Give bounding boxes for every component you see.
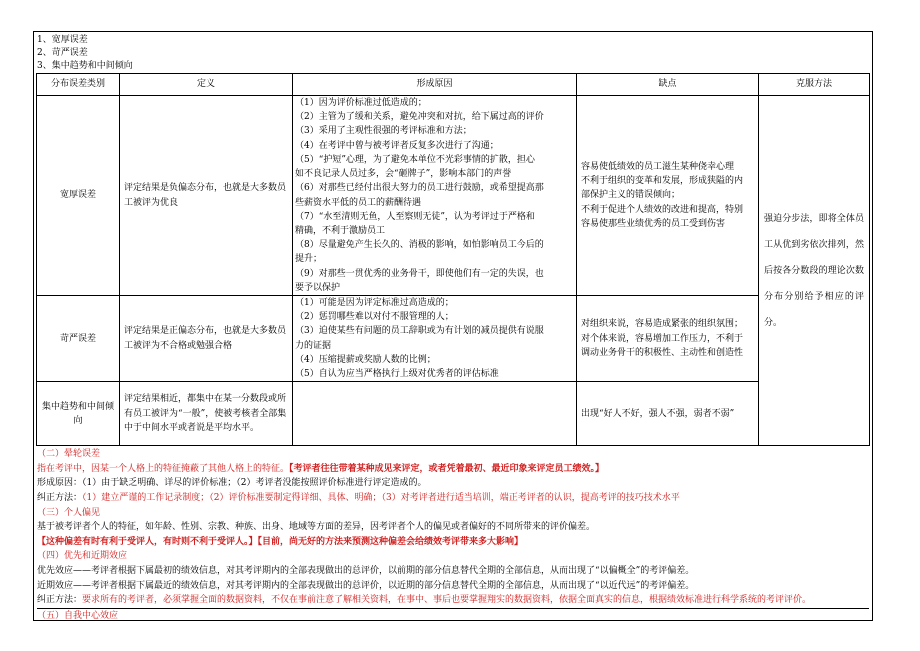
cause-line: （2）惩罚哪些难以对付不服管理的人； (295, 312, 454, 323)
definition-line: 近期效应——考评者根据下属最近的绩效信息，对其考评期内的全部表现做出的总评价，以近期的部分信息替代全期的全部信息，从而出现了“以近代远”的考评偏差。 (37, 580, 695, 591)
notes-section (34, 446, 872, 621)
row-type: 宽厚误差 (37, 96, 120, 296)
drawback-line: 对个体来说，容易增加工作压力，不利于 (581, 333, 744, 344)
definition-line: 基于被考评者个人的特征，如年龄、性别、宗教、种族、出身、地域等方面的差异，因考评者个人的偏见或者偏好的不同所带来的评价偏差。 (37, 522, 596, 533)
header-definition: 定义 (120, 74, 293, 96)
cause-line: （3）迫使某些有问题的员工辞职或为有计划的减员提供有说服 (295, 326, 544, 337)
cause-line: （1）因为评价标准过低造成的； (295, 98, 427, 109)
cause-line: 些薪资水平低的员工的薪酬待遇 (295, 197, 422, 208)
error-table (36, 73, 870, 446)
drawback-line: 不利于促进个人绩效的改进和提高，特别 (581, 204, 744, 215)
remedy-cell: 强迫分步法，即将全体员工从优到劣依次排列，然后按各分数段的理论次数分布分别给予相应的评分。 (759, 96, 870, 446)
definition-text: 指在考评中，因某一个人格上的特征掩蔽了其他人格上的特征。 (37, 463, 290, 474)
emphasis-line: 【这种偏差有时有利于受评人，有时则不利于受评人。】【目前，尚无好的方法来预测这种偏差会给绩效考评带来多大影响】 (37, 536, 524, 547)
cause-line: 提升； (295, 254, 323, 265)
definition-line: 优先效应——考评者根据下属最初的绩效信息，对其考评期内的全部表现做出的总评价，以前期的部分信息替代全期的全部信息，从而出现了“以偏概全”的考评偏差。 (37, 565, 695, 576)
row-type: 集中趋势和中间倾向 (37, 382, 120, 446)
cause-line: 精确，不利于激励员工 (295, 225, 386, 236)
fix-text: （1）建立严谨的工作记录制度；（2）评价标准要制定得详细、具体、明确；（3）对考评者进行适当培训，端正考评者的认识，提高考评的技巧技术水平 (82, 493, 680, 503)
row-definition: 评定结果相近，都集中在某一分数段或所有员工被评为“一般”，使被考核者全部集中于中间水平或者说是平均水平。 (120, 382, 293, 446)
cause-line: 形成原因：（1）由于缺乏明确、详尽的评价标准；（2）考评者没能按照评价标准进行评定造成的。 (37, 478, 427, 489)
header-type: 分布误差类别 (37, 74, 120, 96)
table-row (37, 382, 870, 446)
drawback-line: 对组织来说，容易造成紧张的组织氛围； (581, 319, 744, 330)
fix-line (37, 491, 869, 506)
cause-line: （4）压缩提薪或奖励人数的比例； (295, 354, 436, 365)
fix-label: 纠正方法： (37, 595, 83, 606)
cause-line: 如不良记录人员过多，会“砸牌子”，影响本部门的声誉 (295, 169, 512, 180)
row-causes (293, 296, 577, 382)
cause-line: （1）可能是因为评定标准过高造成的； (295, 298, 454, 308)
row-type: 苛严误差 (37, 296, 120, 382)
drawback-line: 不利于组织的变革和发展，形成狭隘的内 (581, 176, 744, 187)
cause-line: （2）主管为了缓和关系，避免冲突和对抗，给下属过高的评价 (295, 112, 544, 123)
row-definition: 评定结果是正偏态分布，也就是大多数员工被评为不合格或勉强合格 (120, 296, 293, 382)
definition-emphasis: 【考评者往往带着某种成见来评定，或者凭着最初、最近印象来评定员工绩效。】 (289, 463, 605, 474)
cause-line: （4）在考评中曾与被考评者反复多次进行了沟通； (295, 140, 499, 151)
section-title: （五）自我中心效应 (37, 608, 869, 621)
cause-line: （5）“护短”心理，为了避免本单位不光彩事情的扩散，担心 (295, 154, 535, 165)
drawback-line: 部保护主义的错误倾向； (581, 190, 681, 201)
cause-line: （5）自认为应当严格执行上级对优秀者的评估标准 (295, 369, 499, 380)
drawback-line: 容易使低绩效的员工滋生某种侥幸心理 (581, 161, 735, 172)
cause-line: 要予以保护 (295, 282, 341, 293)
cause-line: （7）“水至清则无鱼，人至察则无徒”，认为考评过于严格和 (295, 211, 535, 222)
cause-line: （8）尽量避免产生长久的、消极的影响，如怕影响员工今后的 (295, 240, 544, 251)
drawback-line: 出现“好人不好，强人不强，弱者不弱” (581, 408, 735, 419)
section-title: （三）个人偏见 (37, 507, 101, 518)
section-title: （四）优先和近期效应 (37, 551, 128, 562)
row-definition: 评定结果是负偏态分布，也就是大多数员工被评为优良 (120, 96, 293, 296)
fix-text: 要求所有的考评者，必须掌握全面的数据资料，不仅在事前注意了解相关资料，在事中、事后也要掌握翔实的数据资料，依据全面真实的信息，根据绩效标准进行科学系统的考评评价。 (82, 595, 812, 606)
row-drawbacks (577, 96, 759, 296)
table-row (37, 296, 870, 382)
intro-list (34, 32, 872, 73)
intro-item: 1、宽厚误差 (37, 35, 88, 45)
cause-line: （6）对那些已经付出很大努力的员工进行鼓励，或希望提高那 (295, 183, 544, 194)
row-causes (293, 96, 577, 296)
document-page (33, 31, 873, 621)
row-drawbacks (577, 296, 759, 382)
cause-line: 力的证据 (295, 340, 332, 351)
definition-line (37, 462, 869, 477)
section-title: （二）晕轮误差 (37, 449, 101, 460)
table-row (37, 96, 870, 296)
header-remedy: 克服方法 (759, 74, 870, 96)
table-header-row (37, 74, 870, 96)
fix-line (37, 593, 869, 608)
row-drawbacks (577, 382, 759, 446)
header-drawbacks: 缺点 (577, 74, 759, 96)
cause-line: （9）对那些一贯优秀的业务骨干，即使他们有一定的失误，也 (295, 268, 544, 279)
drawback-line: 调动业务骨干的积极性、主动性和创造性 (581, 347, 744, 358)
intro-item: 3、集中趋势和中间倾向 (37, 61, 133, 71)
fix-label: 纠正方法： (37, 493, 83, 503)
drawback-line: 容易使那些业绩优秀的员工受到伤害 (581, 218, 726, 229)
cause-line: （3）采用了主观性很强的考评标准和方法； (295, 126, 472, 137)
row-causes (293, 382, 577, 446)
header-causes: 形成原因 (293, 74, 577, 96)
intro-item: 2、苛严误差 (37, 48, 88, 58)
